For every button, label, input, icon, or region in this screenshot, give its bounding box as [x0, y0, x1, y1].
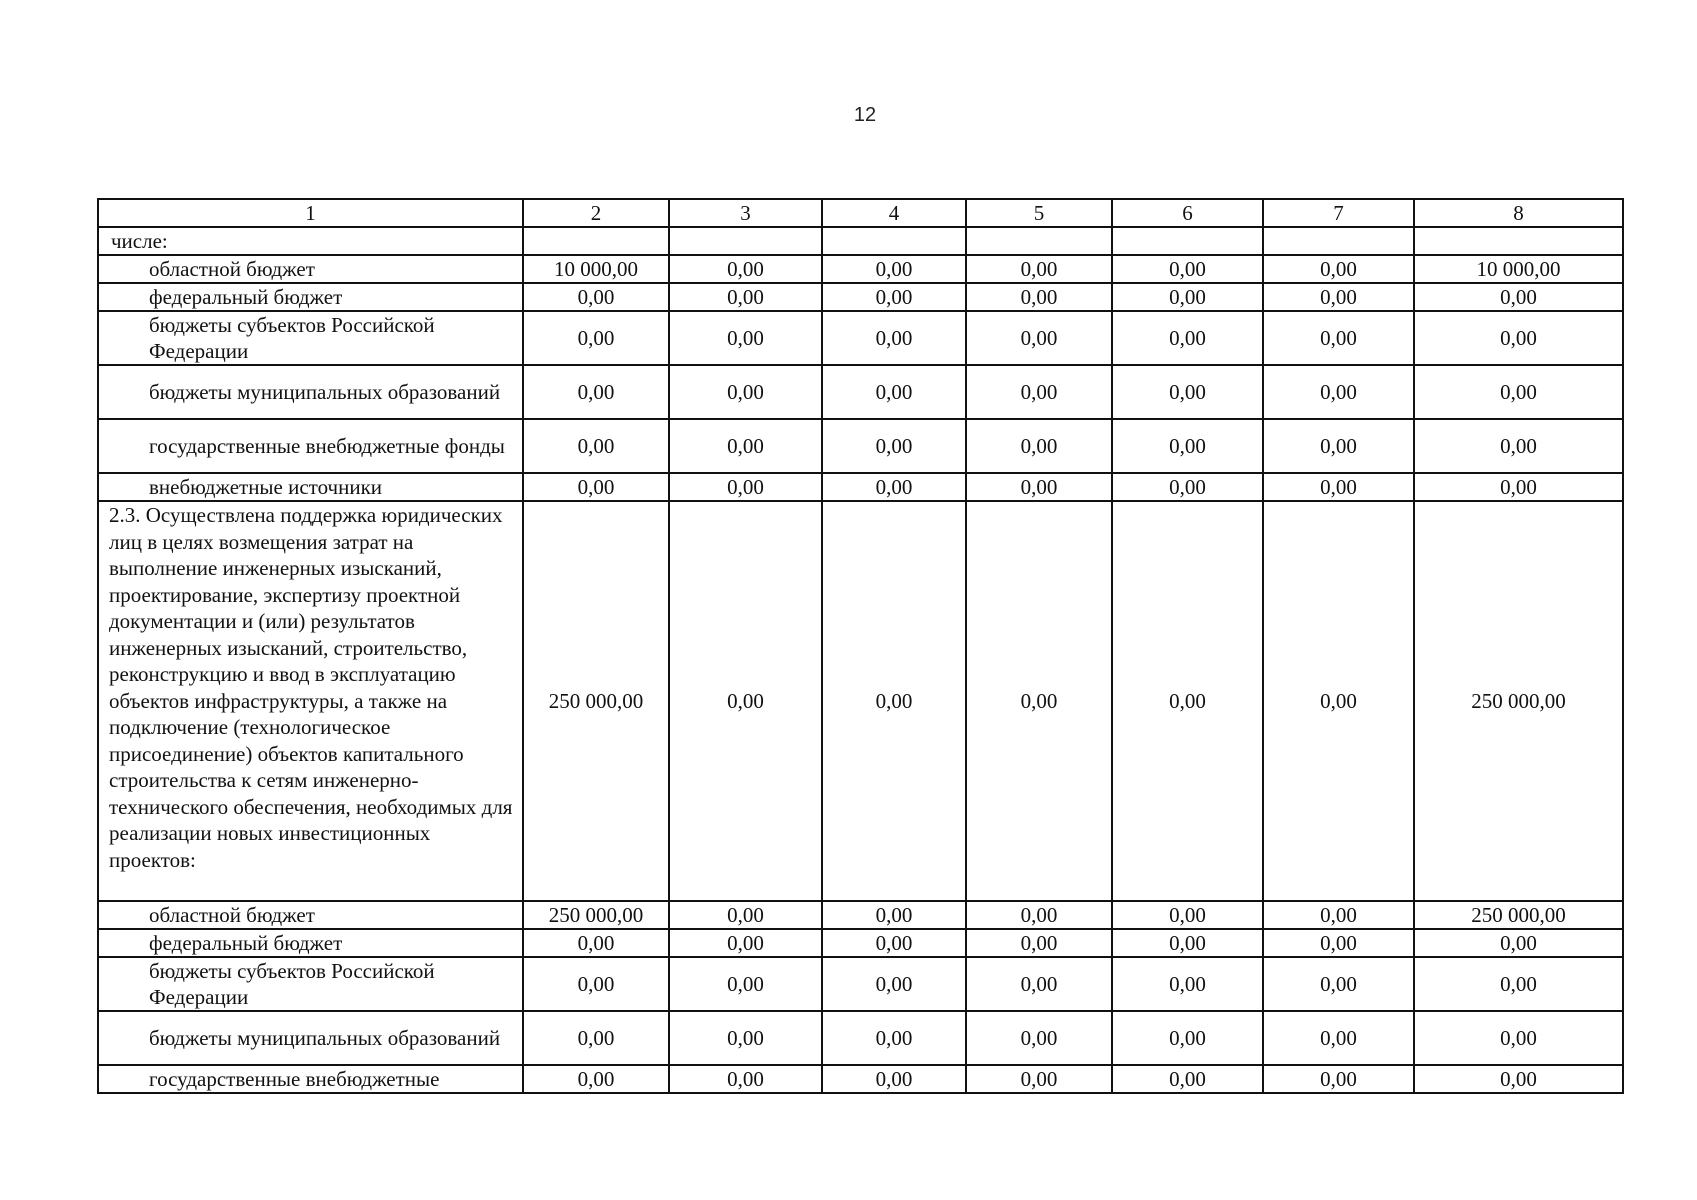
table-row [98, 1065, 1623, 1093]
value-cell: 0,00 [1263, 901, 1414, 929]
value-cell: 0,00 [669, 501, 822, 901]
value-cell [1263, 227, 1414, 255]
value-cell: 10 000,00 [1414, 255, 1623, 283]
value-cell: 0,00 [669, 1011, 822, 1065]
header-cell: 6 [1112, 199, 1263, 227]
value-cell: 0,00 [669, 419, 822, 473]
value-cell: 0,00 [1263, 501, 1414, 901]
value-cell: 0,00 [966, 365, 1112, 419]
value-cell: 0,00 [966, 501, 1112, 901]
value-cell: 0,00 [669, 365, 822, 419]
value-cell [1112, 227, 1263, 255]
value-cell: 0,00 [1112, 957, 1263, 1011]
value-cell: 0,00 [1414, 311, 1623, 365]
value-cell: 0,00 [1414, 283, 1623, 311]
header-cell: 2 [523, 199, 669, 227]
value-cell: 0,00 [966, 901, 1112, 929]
value-cell: 0,00 [822, 365, 966, 419]
header-cell: 3 [669, 199, 822, 227]
value-cell: 250 000,00 [523, 901, 669, 929]
value-cell: 0,00 [1112, 283, 1263, 311]
value-cell: 0,00 [1112, 365, 1263, 419]
value-cell: 0,00 [1414, 929, 1623, 957]
value-cell: 0,00 [1414, 1065, 1623, 1093]
value-cell: 250 000,00 [523, 501, 669, 901]
value-cell: 0,00 [1112, 419, 1263, 473]
budget-table [97, 198, 1624, 1094]
value-cell: 250 000,00 [1414, 501, 1623, 901]
row-label: областной бюджет [98, 901, 523, 929]
value-cell: 0,00 [669, 311, 822, 365]
value-cell: 0,00 [1112, 929, 1263, 957]
table-row [98, 473, 1623, 501]
value-cell: 0,00 [1263, 1011, 1414, 1065]
value-cell: 0,00 [822, 255, 966, 283]
value-cell: 0,00 [1263, 473, 1414, 501]
value-cell: 0,00 [523, 1011, 669, 1065]
value-cell: 0,00 [669, 929, 822, 957]
value-cell: 0,00 [1263, 957, 1414, 1011]
value-cell: 0,00 [966, 311, 1112, 365]
value-cell: 0,00 [1263, 419, 1414, 473]
table-row [98, 929, 1623, 957]
value-cell: 0,00 [966, 473, 1112, 501]
value-cell: 0,00 [669, 473, 822, 501]
value-cell: 0,00 [1112, 255, 1263, 283]
value-cell: 0,00 [1263, 255, 1414, 283]
value-cell: 0,00 [1112, 1065, 1263, 1093]
row-label: государственные внебюджетные [98, 1065, 523, 1093]
value-cell: 0,00 [1263, 365, 1414, 419]
value-cell: 0,00 [669, 283, 822, 311]
value-cell: 0,00 [1414, 957, 1623, 1011]
value-cell: 0,00 [523, 365, 669, 419]
row-label: числе: [98, 227, 523, 255]
row-label: внебюджетные источники [98, 473, 523, 501]
value-cell: 0,00 [822, 1011, 966, 1065]
value-cell: 0,00 [966, 283, 1112, 311]
row-label: федеральный бюджет [98, 929, 523, 957]
value-cell: 0,00 [1112, 311, 1263, 365]
row-label: бюджеты субъектов Российской Федерации [98, 311, 523, 365]
value-cell: 0,00 [669, 901, 822, 929]
value-cell: 0,00 [822, 929, 966, 957]
value-cell: 0,00 [966, 419, 1112, 473]
value-cell: 0,00 [669, 255, 822, 283]
value-cell: 0,00 [1263, 929, 1414, 957]
value-cell: 0,00 [822, 501, 966, 901]
value-cell: 0,00 [966, 1011, 1112, 1065]
page-number: 12 [853, 104, 877, 126]
value-cell: 0,00 [822, 311, 966, 365]
table-row [98, 311, 1623, 365]
header-cell: 8 [1414, 199, 1623, 227]
header-cell: 5 [966, 199, 1112, 227]
value-cell [966, 227, 1112, 255]
value-cell [1414, 227, 1623, 255]
value-cell: 0,00 [1414, 1011, 1623, 1065]
header-cell: 1 [98, 199, 523, 227]
table-row [98, 255, 1623, 283]
value-cell: 0,00 [523, 283, 669, 311]
value-cell: 0,00 [1263, 311, 1414, 365]
value-cell: 0,00 [669, 957, 822, 1011]
value-cell: 0,00 [1263, 283, 1414, 311]
value-cell: 0,00 [822, 419, 966, 473]
value-cell [669, 227, 822, 255]
header-row [98, 199, 1623, 227]
value-cell: 0,00 [523, 929, 669, 957]
value-cell: 0,00 [966, 1065, 1112, 1093]
value-cell: 0,00 [1112, 501, 1263, 901]
table-row [98, 227, 1623, 255]
value-cell: 0,00 [523, 473, 669, 501]
row-label: бюджеты субъектов Российской Федерации [98, 957, 523, 1011]
value-cell [523, 227, 669, 255]
row-label: государственные внебюджетные фонды [98, 419, 523, 473]
value-cell: 0,00 [966, 929, 1112, 957]
value-cell: 0,00 [1414, 473, 1623, 501]
table-row [98, 901, 1623, 929]
value-cell: 0,00 [1263, 1065, 1414, 1093]
table-row [98, 957, 1623, 1011]
row-label: бюджеты муниципальных образований [98, 365, 523, 419]
table-row [98, 501, 1623, 901]
value-cell: 0,00 [523, 311, 669, 365]
value-cell: 0,00 [669, 1065, 822, 1093]
value-cell: 0,00 [822, 473, 966, 501]
table-row [98, 283, 1623, 311]
row-label: федеральный бюджет [98, 283, 523, 311]
table-row [98, 1011, 1623, 1065]
value-cell: 0,00 [822, 1065, 966, 1093]
header-cell: 7 [1263, 199, 1414, 227]
value-cell: 250 000,00 [1414, 901, 1623, 929]
value-cell: 0,00 [523, 1065, 669, 1093]
value-cell: 0,00 [1414, 419, 1623, 473]
row-label: областной бюджет [98, 255, 523, 283]
value-cell: 0,00 [1414, 365, 1623, 419]
row-label: бюджеты муниципальных образований [98, 1011, 523, 1065]
value-cell: 0,00 [822, 901, 966, 929]
row-label: 2.3. Осуществлена поддержка юридических лиц в целях возмещения затрат на выполнение инженерных изысканий, проектирование, экспертизу проектной документации и (или) результатов инженерных изысканий, строительство, реконструкцию и ввод в эксплуатацию объектов инфраструктуры, а также на подключение (технологическое присоединение) объектов капитального строительства к сетям инженерно-технического обеспечения, необходимых для реализации новых инвестиционных проектов: [98, 501, 523, 901]
value-cell: 0,00 [523, 957, 669, 1011]
header-cell: 4 [822, 199, 966, 227]
table-row [98, 365, 1623, 419]
value-cell: 0,00 [1112, 1011, 1263, 1065]
value-cell: 10 000,00 [523, 255, 669, 283]
value-cell: 0,00 [822, 283, 966, 311]
value-cell: 0,00 [966, 255, 1112, 283]
value-cell [822, 227, 966, 255]
value-cell: 0,00 [523, 419, 669, 473]
value-cell: 0,00 [822, 957, 966, 1011]
table-row [98, 419, 1623, 473]
value-cell: 0,00 [966, 957, 1112, 1011]
value-cell: 0,00 [1112, 473, 1263, 501]
value-cell: 0,00 [1112, 901, 1263, 929]
